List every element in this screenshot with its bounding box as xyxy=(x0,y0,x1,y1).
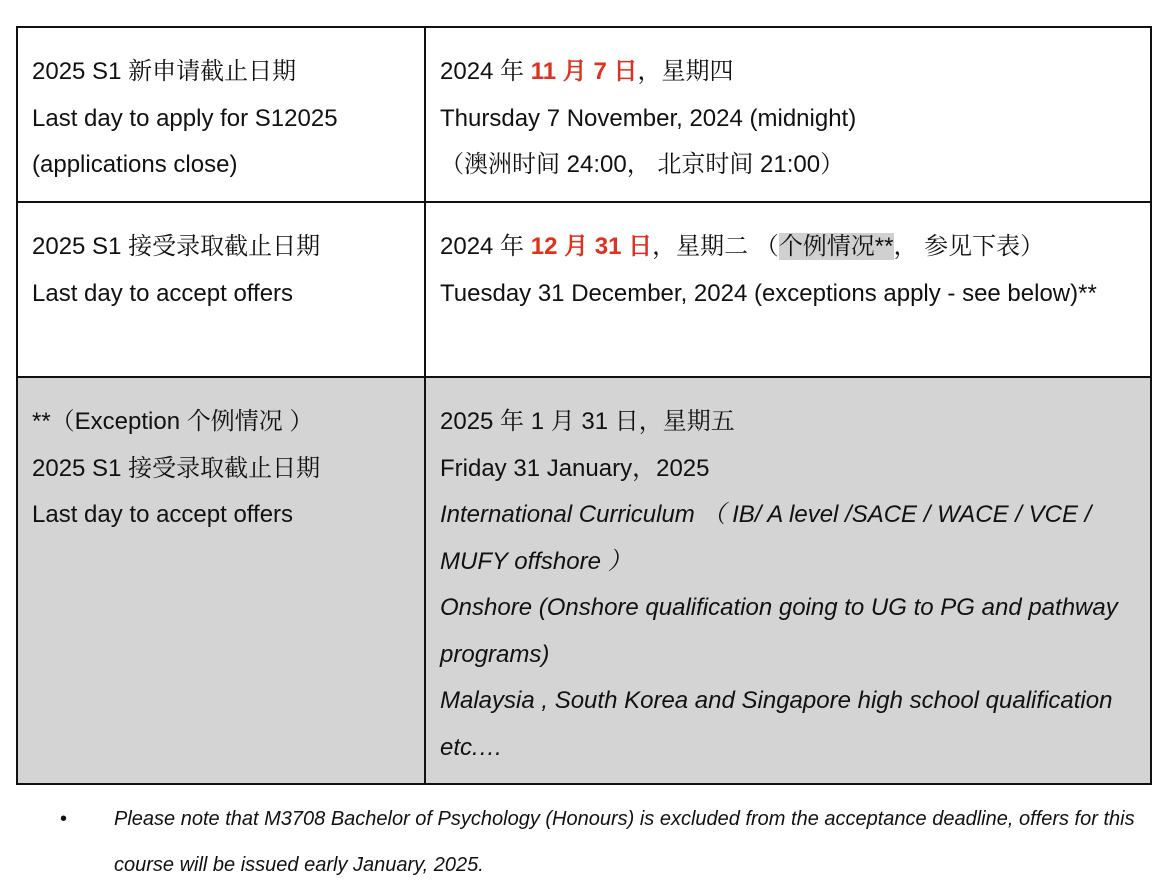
row3-label-exception: **（Exception 个例情况 ） xyxy=(32,408,314,435)
table-row-apply-deadline xyxy=(17,27,1151,202)
footnote xyxy=(60,796,1140,888)
exception-item-onshore: Onshore (Onshore qualification going to UG to PG and pathway programs) xyxy=(440,594,1118,668)
row1-date-highlight: 11 月 7 日 xyxy=(530,58,638,85)
row3-date-cn: 2025 年 1 月 31 日，星期五 xyxy=(440,408,735,435)
row3-label-cn: 2025 S1 接受录取截止日期 xyxy=(32,454,321,482)
row1-date-en: Thursday 7 November, 2024 (midnight) xyxy=(440,104,857,132)
row2-date-cell xyxy=(425,202,1151,377)
row2-date-cn: 2024 年 12 月 31 日，星期二 （个例情况**， 参见下表） xyxy=(440,233,1045,260)
deadlines-table xyxy=(16,26,1152,785)
row1-label-en: Last day to apply for S12025 xyxy=(32,104,338,132)
row1-time-zones: （澳洲时间 24:00， 北京时间 21:00） xyxy=(440,151,845,178)
row1-label-cell xyxy=(17,27,425,202)
row2-label-cn: 2025 S1 接受录取截止日期 xyxy=(32,233,321,260)
row2-label-cell xyxy=(17,202,425,377)
exception-highlight: 个例情况** xyxy=(778,233,894,260)
row2-label-en: Last day to accept offers xyxy=(32,279,294,307)
row1-date-cn: 2024 年 11 月 7 日，星期四 xyxy=(440,58,734,85)
table-row-exception xyxy=(17,377,1151,784)
exception-item-curriculum: International Curriculum （ IB/ A level /SACE / WACE / VCE / MUFY offshore ） xyxy=(440,501,1092,575)
row1-label-note: (applications close) xyxy=(32,151,238,178)
footnote-text: Please note that M3708 Bachelor of Psychology (Honours) is excluded from the acceptance deadline, offers for this course will be issued early January, 2025. xyxy=(114,808,1135,876)
exception-item-countries: Malaysia , South Korea and Singapore high school qualification etc.… xyxy=(440,687,1113,761)
bullet-icon: • xyxy=(60,808,68,830)
table-row-accept-deadline xyxy=(17,202,1151,377)
row2-date-en: Tuesday 31 December, 2024 (exceptions apply - see below)** xyxy=(440,279,1097,307)
row2-date-highlight: 12 月 31 日 xyxy=(530,233,653,260)
row3-date-en: Friday 31 January，2025 xyxy=(440,454,710,482)
row1-date-cell xyxy=(425,27,1151,202)
row3-date-cell xyxy=(425,377,1151,784)
row3-label-cell xyxy=(17,377,425,784)
row3-label-en: Last day to accept offers xyxy=(32,501,294,528)
row1-label-cn: 2025 S1 新申请截止日期 xyxy=(32,58,297,85)
